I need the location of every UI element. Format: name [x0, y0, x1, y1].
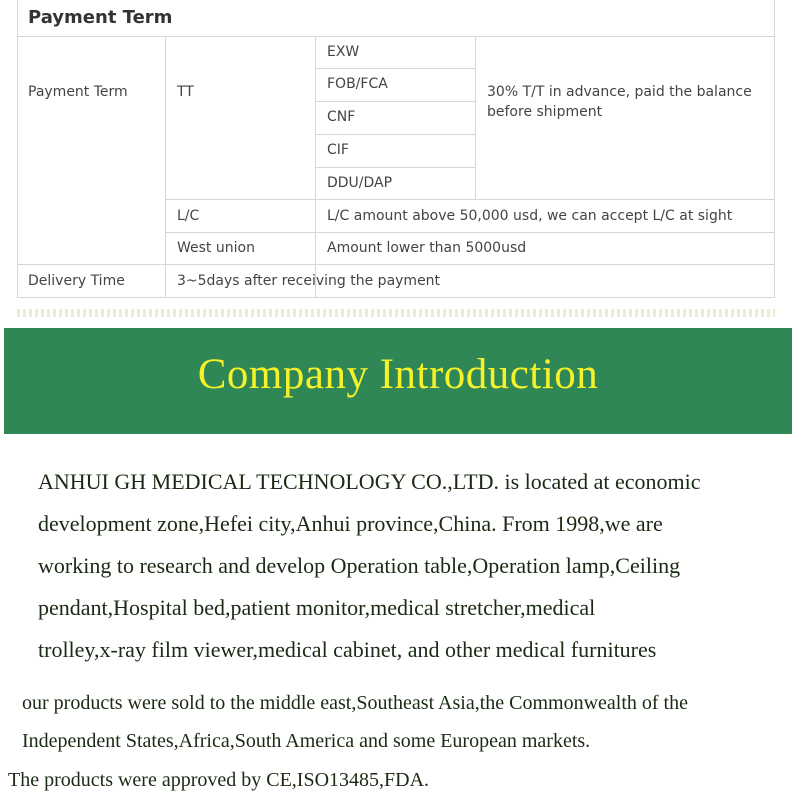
col-divider — [475, 36, 476, 199]
intro-line: trolley,x-ray film viewer,medical cabinet, and other medical furnitures — [38, 637, 657, 662]
section-title: Payment Term — [28, 7, 173, 28]
intro-line: ANHUI GH MEDICAL TECHNOLOGY CO.,LTD. is located at economic — [38, 469, 701, 494]
incoterm-cnf: CNF — [327, 109, 356, 125]
row-divider — [315, 167, 475, 168]
lc-terms: L/C amount above 50,000 usd, we can accept L/C at sight — [327, 208, 733, 224]
west-union-terms: Amount lower than 5000usd — [327, 240, 527, 256]
incoterm-ddu-dap: DDU/DAP — [327, 175, 393, 191]
row-divider — [315, 101, 475, 102]
delivery-time-label: Delivery Time — [28, 273, 125, 289]
incoterm-fob-fca: FOB/FCA — [327, 76, 388, 92]
intro-line: pendant,Hospital bed,patient monitor,medical stretcher,medical — [38, 595, 596, 620]
tt-label: TT — [177, 84, 194, 100]
tt-terms-line2: before shipment — [487, 104, 603, 120]
company-intro-banner — [4, 328, 792, 434]
markets-line: our products were sold to the middle east,Southeast Asia,the Commonwealth of the — [22, 692, 688, 714]
lc-label: L/C — [177, 208, 200, 224]
intro-line: development zone,Hefei city,Anhui province,China. From 1998,we are — [38, 511, 663, 536]
row-divider — [165, 199, 775, 200]
tt-terms-line1: 30% T/T in advance, paid the balance — [487, 84, 752, 100]
row-divider — [18, 264, 775, 265]
banner-title: Company Introduction — [197, 351, 599, 398]
payment-term-label: Payment Term — [28, 84, 128, 100]
intro-line: working to research and develop Operation table,Operation lamp,Ceiling — [38, 553, 681, 578]
row-divider — [315, 68, 475, 69]
payment-term-table — [17, 0, 775, 298]
dotted-separator — [17, 309, 775, 317]
payment-table-header — [18, 0, 774, 37]
row-divider — [165, 232, 775, 233]
certification-line: The products were approved by CE,ISO13485,FDA. — [8, 769, 430, 791]
incoterm-cif: CIF — [327, 142, 349, 158]
incoterm-exw: EXW — [327, 44, 360, 60]
row-divider — [315, 134, 475, 135]
markets-line: Independent States,Africa,South America and some European markets. — [22, 730, 591, 752]
west-union-label: West union — [177, 240, 255, 256]
delivery-terms: 3~5days after receiving the payment — [177, 273, 441, 289]
col-divider — [165, 36, 166, 298]
